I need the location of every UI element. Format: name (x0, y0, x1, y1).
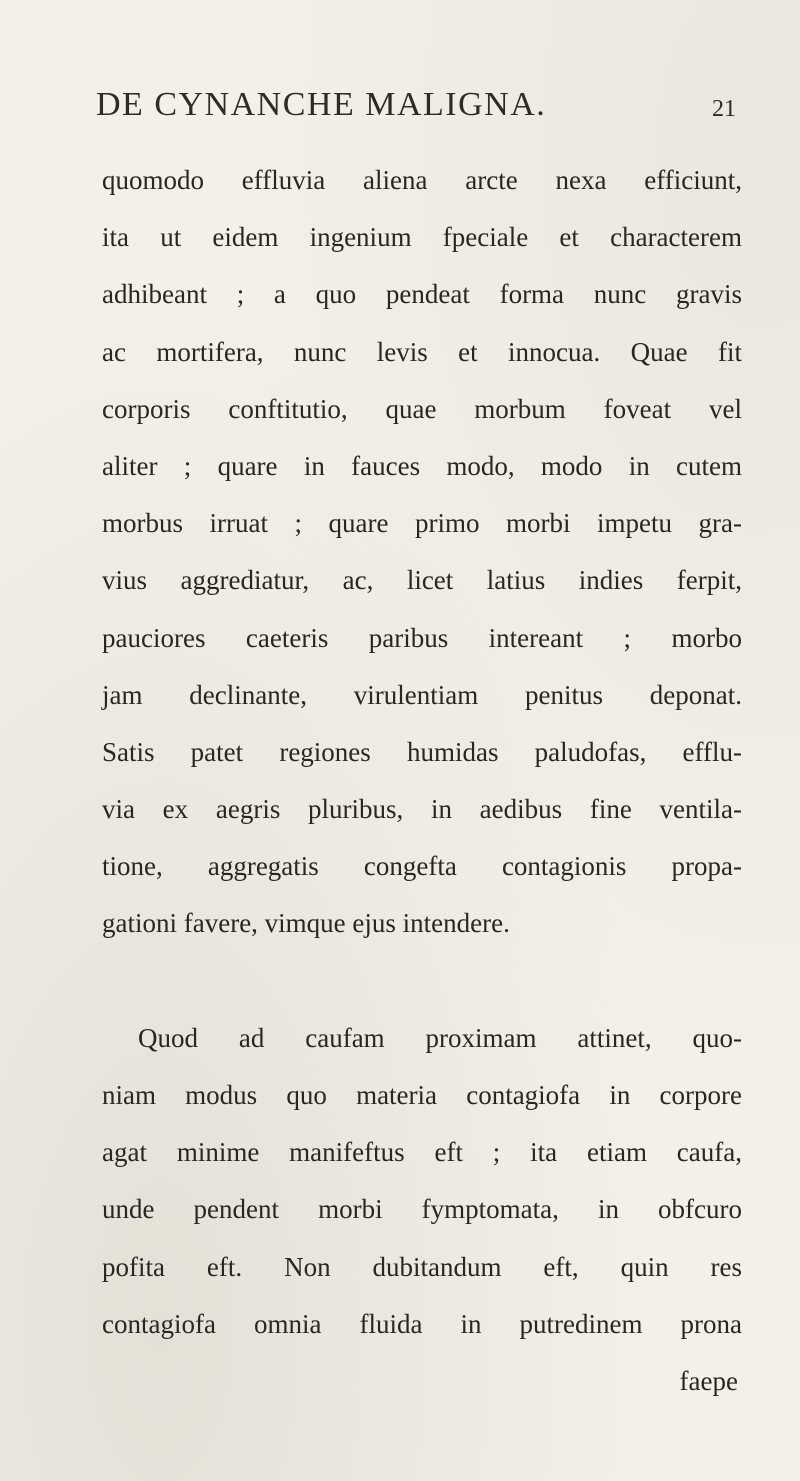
text-line: jam declinante, virulentiam penitus deponat. (102, 679, 742, 710)
text-line: niam modus quo materia contagiofa in corpore (102, 1080, 742, 1110)
text-line: ac mortifera, nunc levis et innocua. Quae fit (102, 336, 742, 367)
text-line: contagiofa omnia fluida in putredinem prona (102, 1308, 742, 1339)
text-line: aliter ; quare in fauces modo, modo in cutem (102, 450, 742, 481)
text-line: Satis patet regiones humidas paludofas, efflu- (102, 736, 742, 767)
text-line: ita ut eidem ingenium fpeciale et characterem (102, 222, 742, 253)
text-line: gationi favere, vimque ejus intendere. (102, 908, 510, 939)
page-number: 21 (712, 96, 736, 122)
text-line: pauciores caeteris paribus intereant ; morbo (102, 622, 742, 653)
paragraph-1 (102, 152, 742, 953)
catchword: faepe (679, 1365, 738, 1396)
text-line: corporis conftitutio, quae morbum foveat vel (102, 393, 742, 424)
text-line: tione, aggregatis congefta contagionis propa- (102, 851, 742, 882)
paragraph-gap (102, 953, 742, 1010)
text-line: adhibeant ; a quo pendeat forma nunc gravis (102, 279, 742, 310)
text-line: vius aggrediatur, ac, licet latius indies ferpit, (102, 565, 742, 596)
body-text (102, 152, 742, 1410)
text-line: agat minime manifeftus eft ; ita etiam caufa, (102, 1137, 742, 1168)
text-line: Quod ad caufam proximam attinet, quo- (138, 1022, 742, 1053)
text-line: morbus irruat ; quare primo morbi impetu gra- (102, 508, 742, 539)
text-line: quomodo effluvia aliena arcte nexa efficiunt, (102, 165, 742, 195)
text-line: unde pendent morbi fymptomata, in obfcuro (102, 1194, 742, 1225)
paragraph-2 (102, 1010, 742, 1353)
running-title: DE CYNANCHE MALIGNA. (96, 86, 547, 123)
text-line: pofita eft. Non dubitandum eft, quin res (102, 1251, 742, 1282)
running-head (96, 86, 736, 136)
text-line: via ex aegris pluribus, in aedibus fine ventila- (102, 794, 742, 825)
